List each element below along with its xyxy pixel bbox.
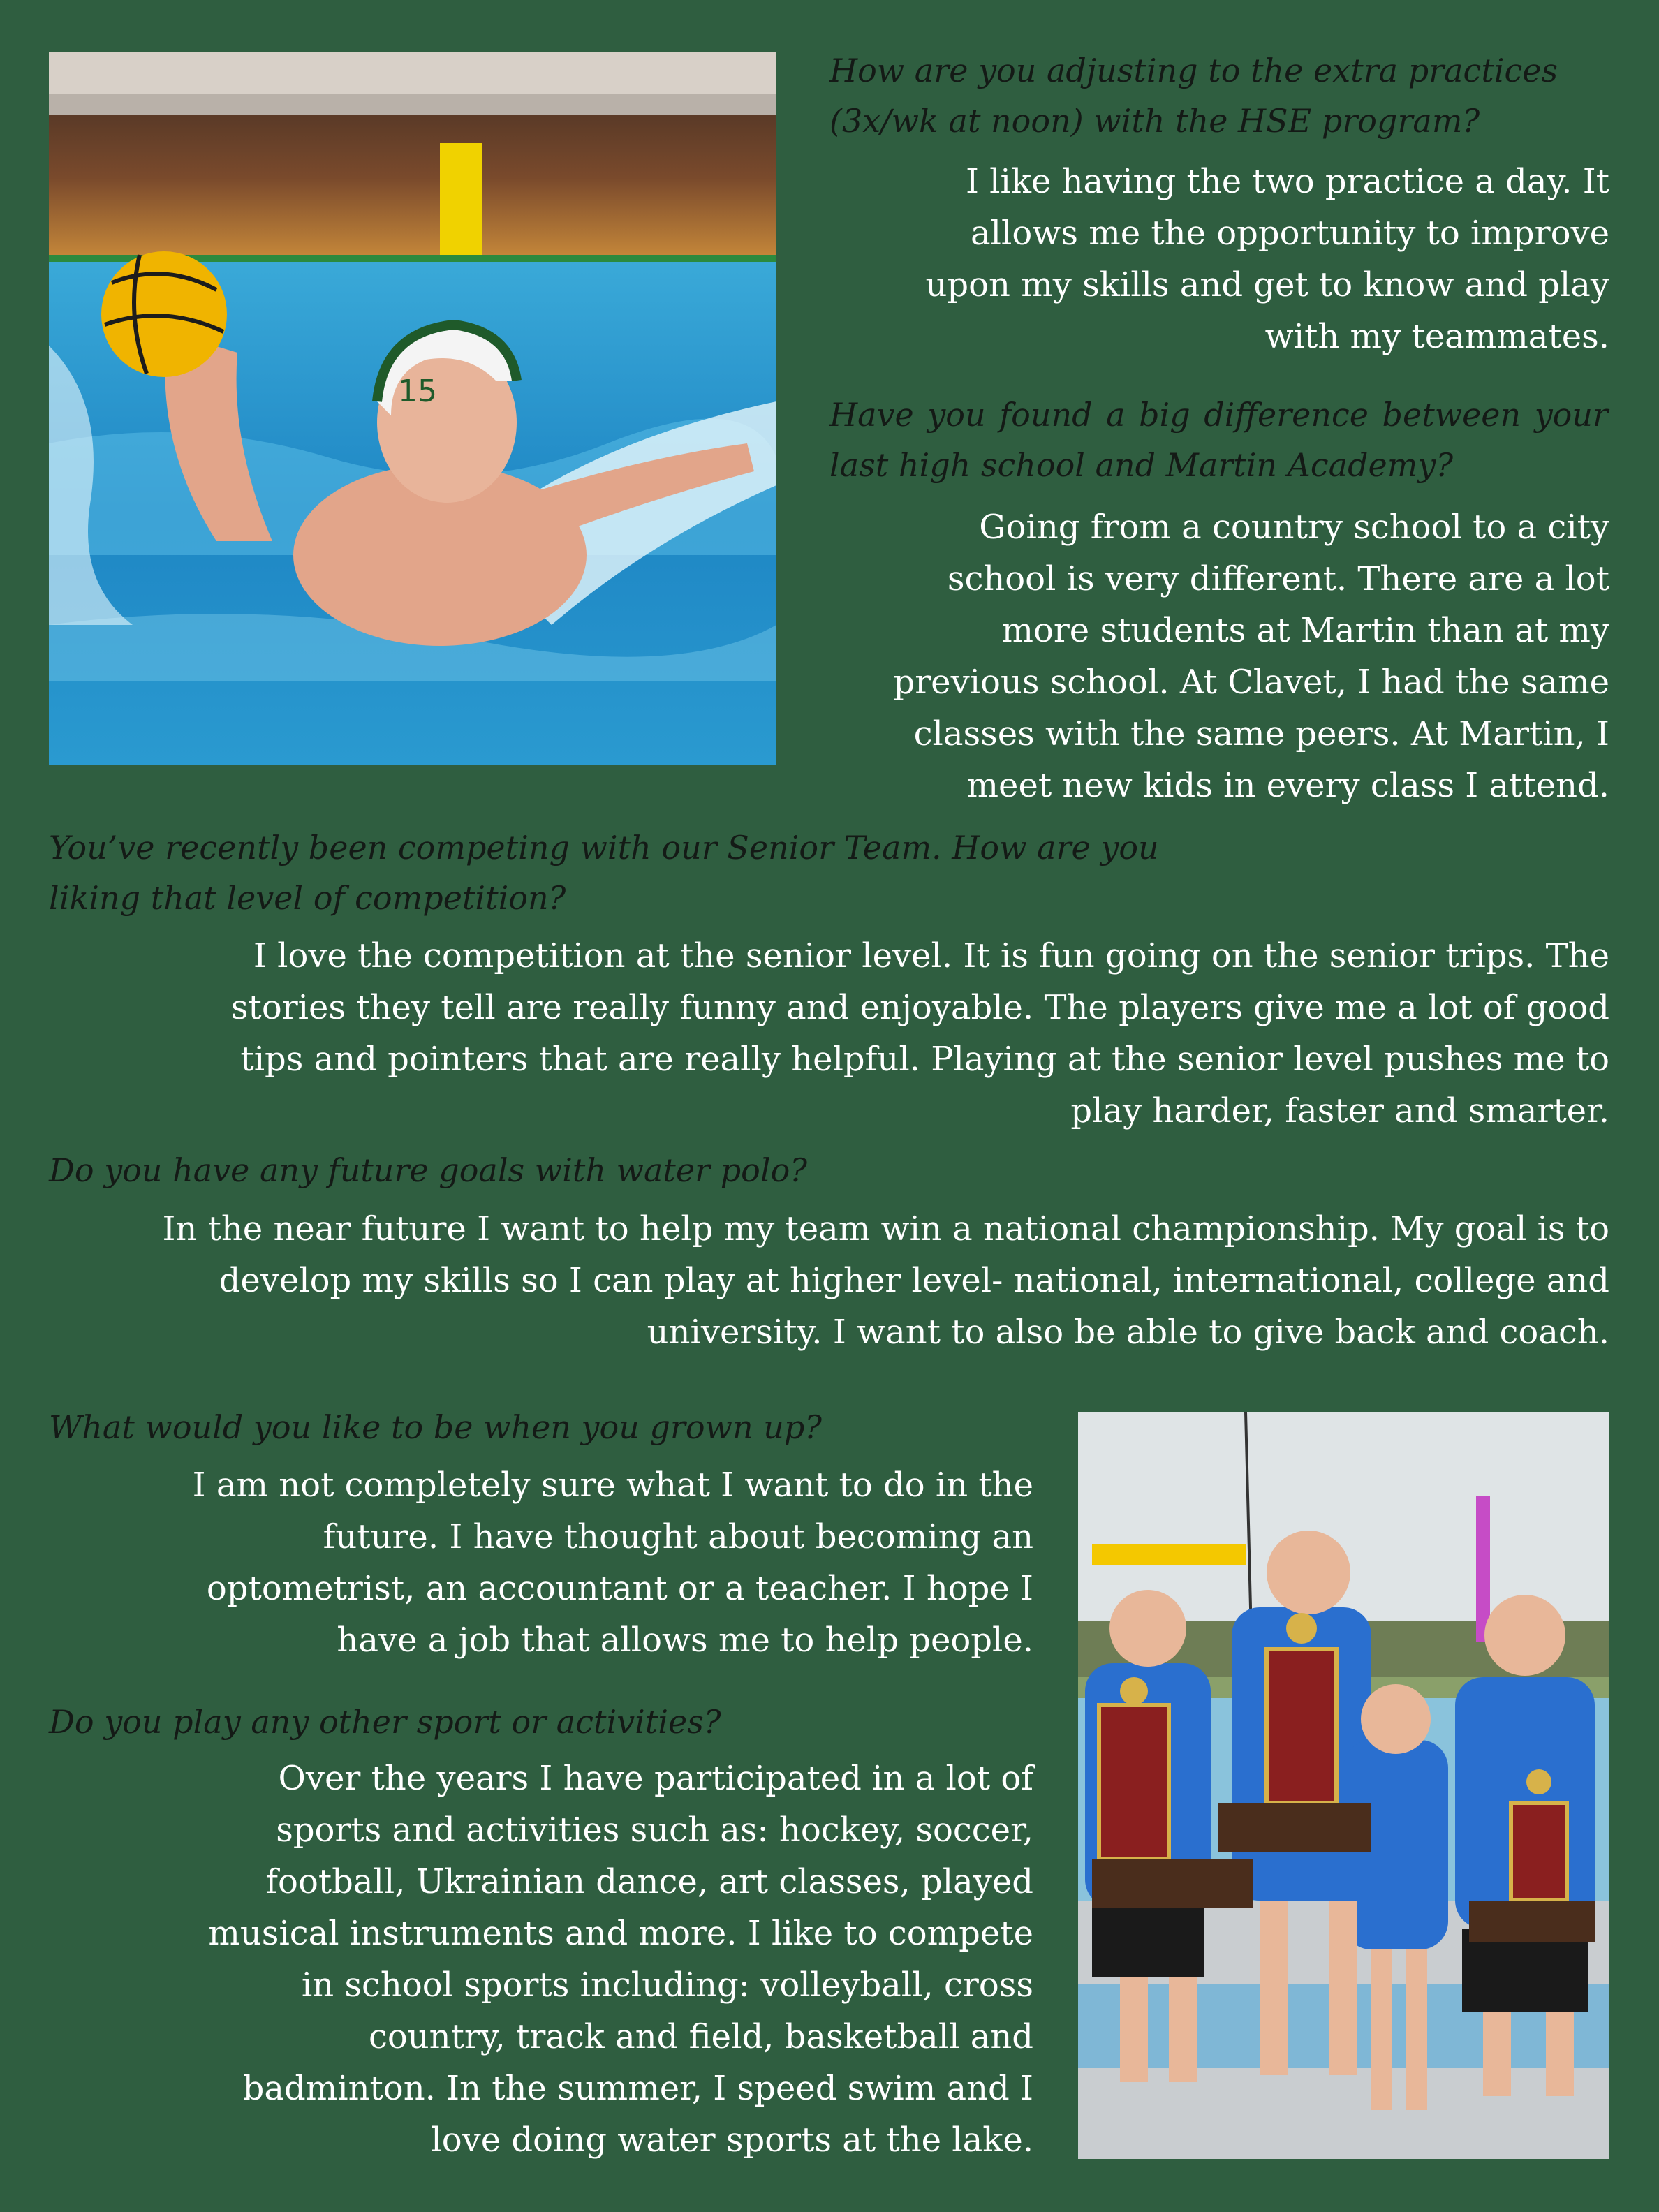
question-2: Have you found a big difference between your last high school and Martin Academy? — [830, 396, 1608, 484]
answer-2: Going from a country school to a city school is very different. There are a lot more students at Martin than at my previous school. At Clavet, I had the same classes with the same peers. At Martin, I meet new kids in every class I attend. — [893, 508, 1609, 805]
answer-1: I like having the two practice a day. It allows me the opportunity to improve upon my skills and get to know and play with my teammates. — [925, 162, 1609, 356]
question-1: How are you adjusting to the extra practices (3x/wk at noon) with the HSE program? — [830, 52, 1558, 140]
svg-text:15: 15 — [398, 374, 437, 409]
answer-6: Over the years I have participated in a lot of sports and activities such as: hockey, soccer, football, Ukrainian dance, art classes, played musical instruments and more. I like to compete in school sports including: volleyball, cross country, track and field, basketball and badminton. In the summer, I speed swim and I love doing water sports at the lake. — [208, 1759, 1033, 2160]
question-4: Do you have any future goals with water polo? — [49, 1151, 807, 1189]
answer-4: In the near future I want to help my team win a national championship. My goal is to develop my skills so I can play at higher level- national, international, college and university. I want to also be able to give back and coach. — [162, 1209, 1609, 1352]
answer-5: I am not completely sure what I want to do in the future. I have thought about becoming an optometrist, an accountant or a teacher. I hope I have a job that allows me to help people. — [192, 1466, 1033, 1660]
water-polo-player-photo — [49, 52, 776, 765]
trophy-team-photo — [1078, 1412, 1609, 2159]
question-3: You’ve recently been competing with our Senior Team. How are you liking that level of competition? — [49, 829, 1159, 917]
answer-3: I love the competition at the senior level. It is fun going on the senior trips. The stories they tell are really funny and enjoyable. The players give me a lot of good tips and pointers that are really helpful. Playing at the senior level pushes me to play harder, faster and smarter. — [230, 936, 1609, 1130]
question-6: Do you play any other sport or activities? — [49, 1703, 721, 1741]
question-5: What would you like to be when you grown up? — [49, 1408, 822, 1446]
